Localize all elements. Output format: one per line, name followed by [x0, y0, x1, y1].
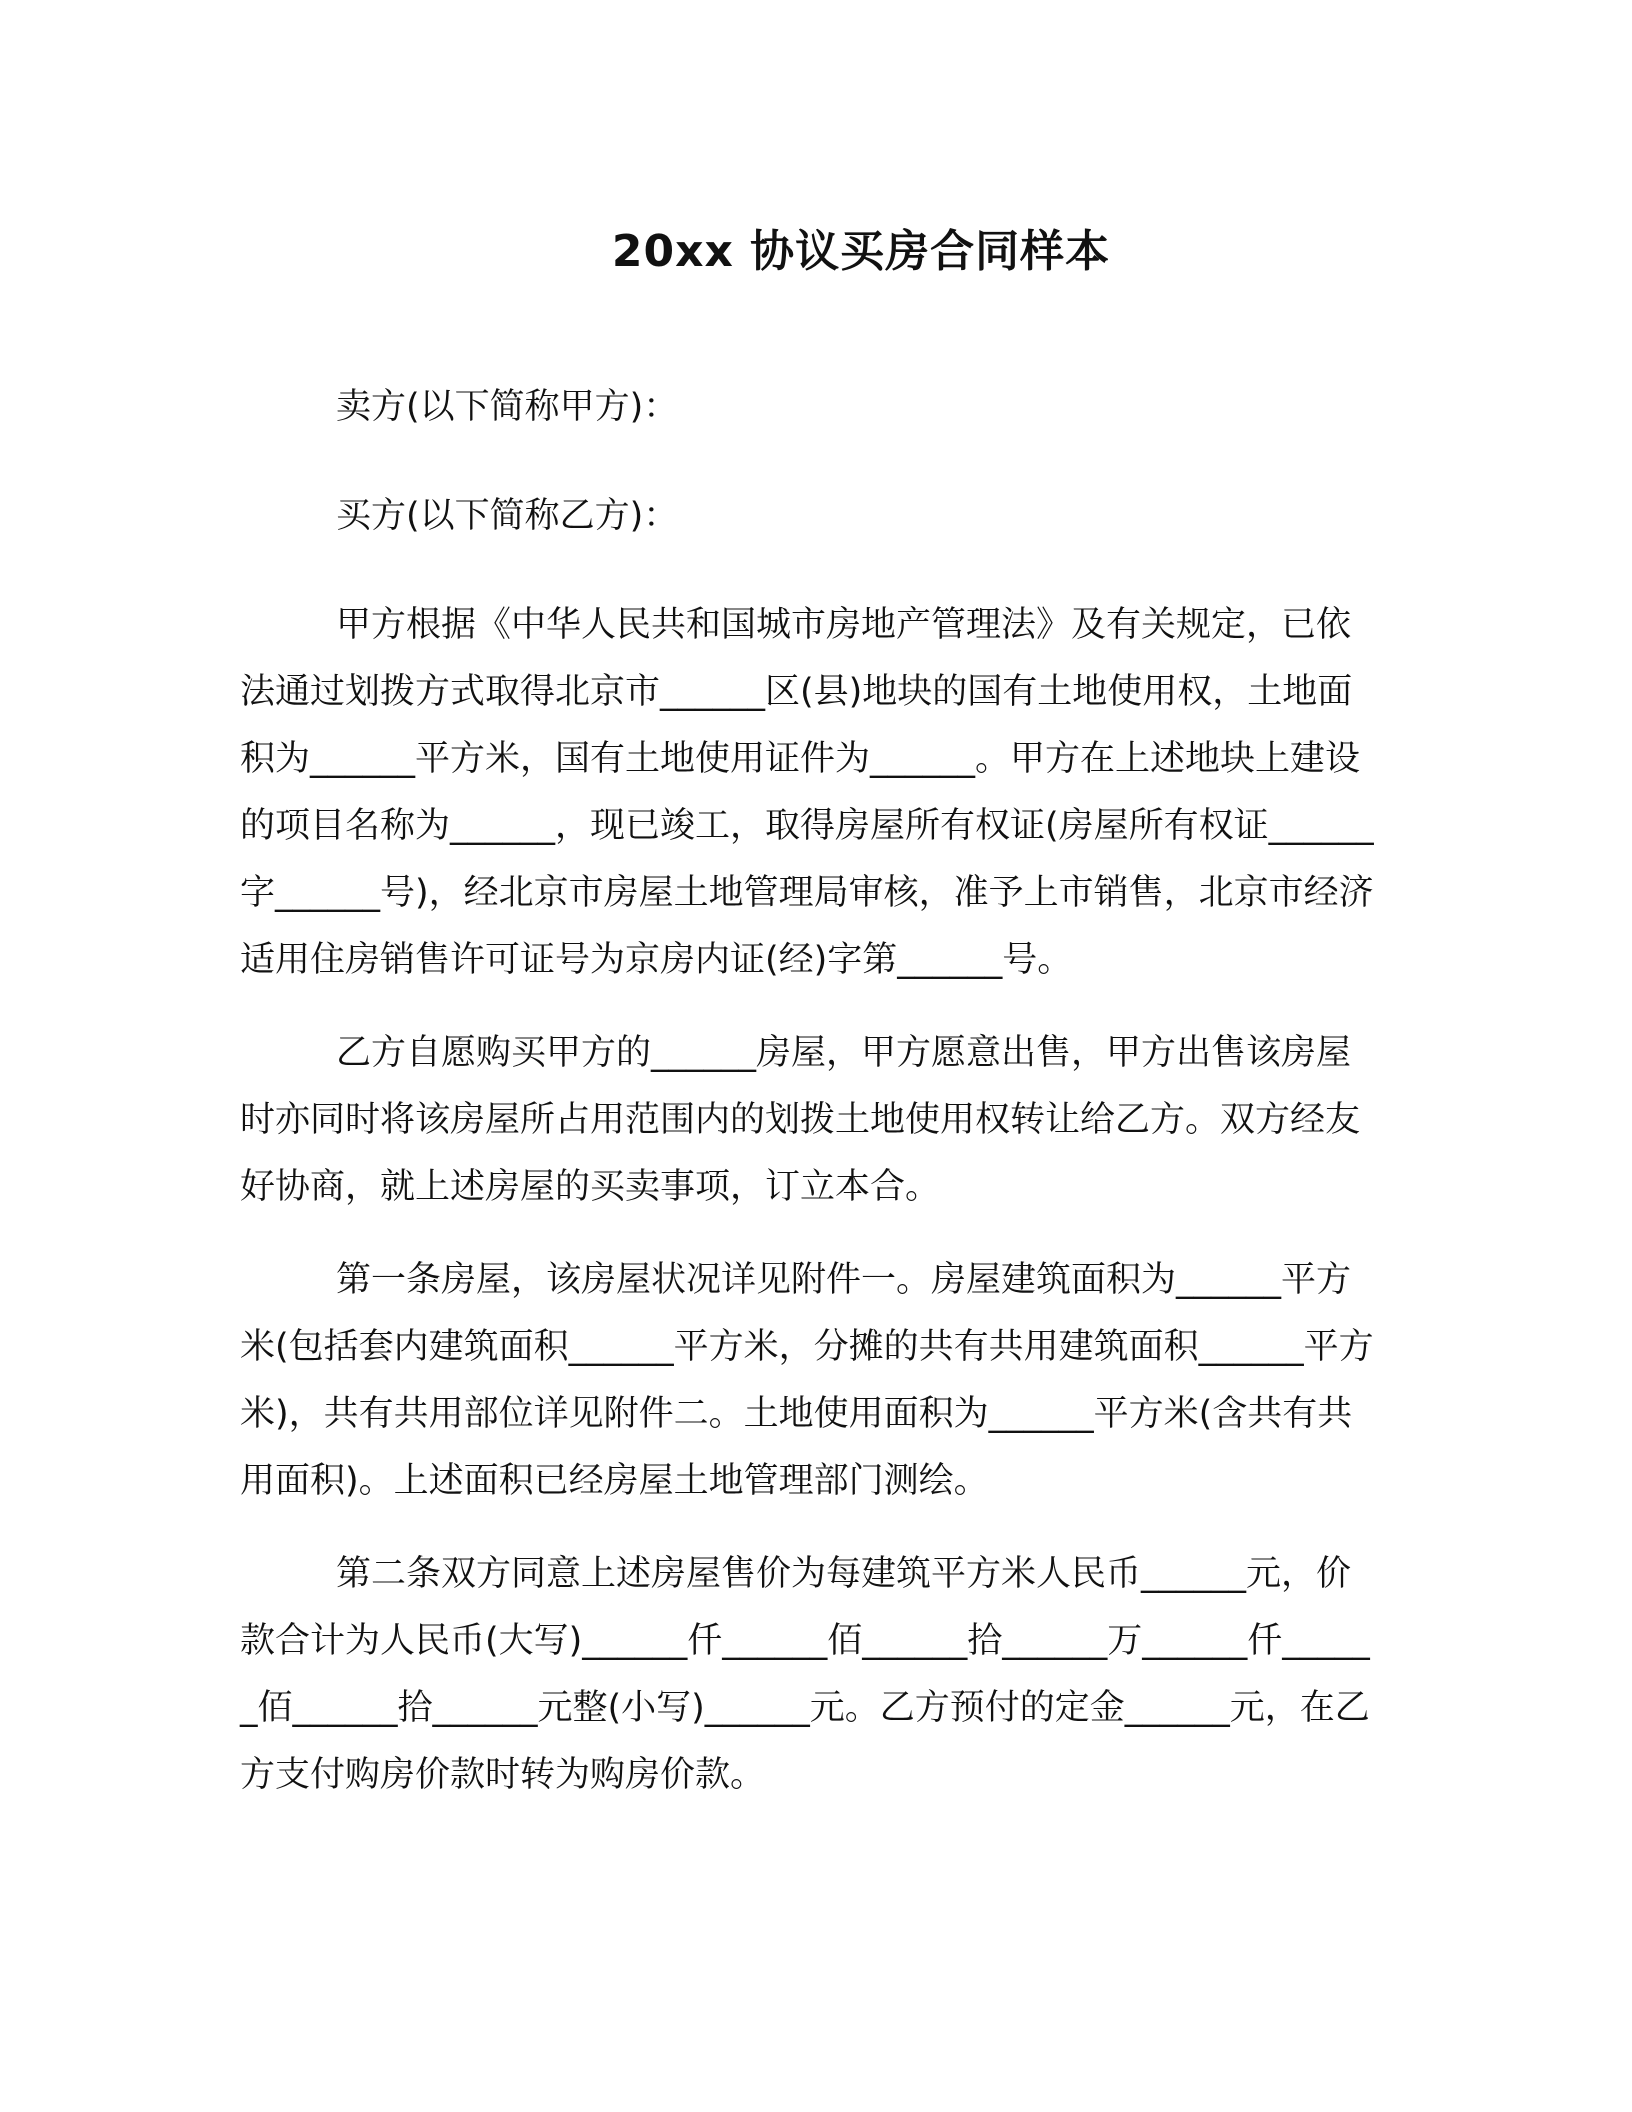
document-title: 20xx 协议买房合同样本 [611, 226, 1111, 277]
buyer-line: 买方(以下简称乙方)： [336, 496, 679, 536]
article-one-paragraph: 第一条房屋，该房屋状况详见附件一。房屋建筑面积为______平方米(包括套内建筑面积______平方米，分摊的共有共用建筑面积______平方米)，共有共用部位详见附件二。土地使用面积为______平方米(含共有共用面积)。上述面积已经房屋土地管理部门测绘。 [240, 1260, 1374, 1501]
purchase-intent-paragraph: 乙方自愿购买甲方的______房屋，甲方愿意出售，甲方出售该房屋时亦同时将该房屋所占用范围内的划拨土地使用权转让给乙方。双方经友好协商，就上述房屋的买卖事项，订立本合。 [240, 1033, 1361, 1207]
document-body [240, 374, 1385, 1835]
preamble-paragraph: 甲方根据《中华人民共和国城市房地产管理法》及有关规定，已依法通过划拨方式取得北京市______区(县)地块的国有土地使用权，土地面积为______平方米，国有土地使用证件为______。甲方在上述地块上建设的项目名称为______，现已竣工，取得房屋所有权证(房屋所有权证______字______号)，经北京市房屋土地管理局审核，准予上市销售，北京市经济适用住房销售许可证号为京房内证(经)字第______号。 [240, 605, 1374, 980]
article-two-paragraph: 第二条双方同意上述房屋售价为每建筑平方米人民币______元，价款合计为人民币(大写)______仟______佰______拾______万______仟______佰______拾______元整(小写)______元。乙方预付的定金______元，在乙方支付购房价款时转为购房价款。 [240, 1554, 1370, 1795]
seller-line: 卖方(以下简称甲方)： [336, 387, 679, 427]
